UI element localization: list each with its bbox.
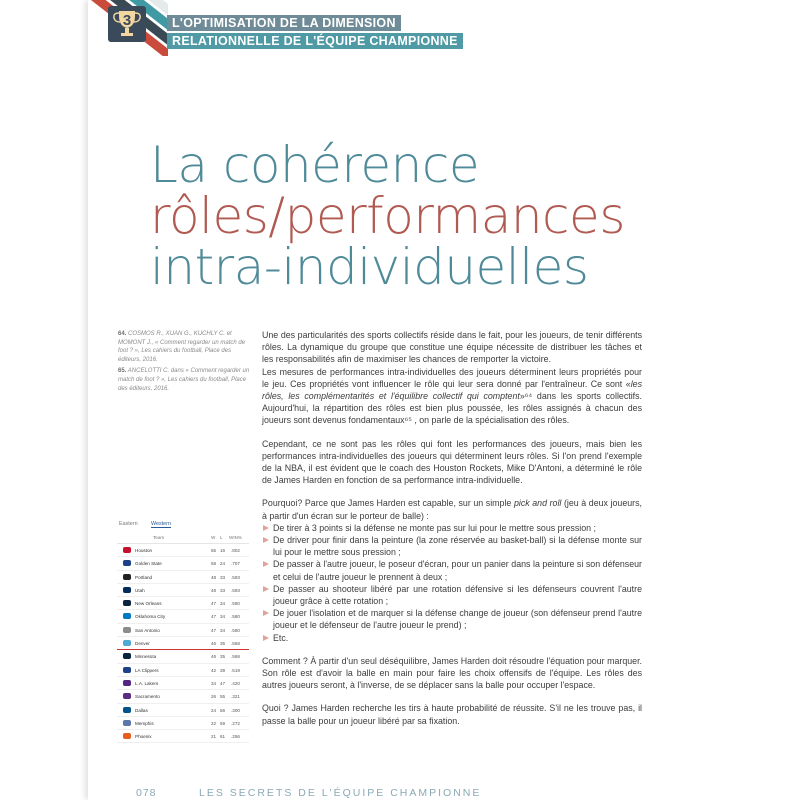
- list-item: De tirer à 3 points si la défense ne monte pas sur lui pour le mettre sous pression ;: [262, 522, 642, 534]
- table-row[interactable]: [117, 677, 249, 690]
- column-header-team: Team: [153, 535, 165, 540]
- win-percentage: .580: [231, 614, 240, 620]
- wins: 47: [211, 614, 217, 620]
- table-row[interactable]: [117, 650, 249, 663]
- losses: 39: [220, 667, 226, 673]
- paragraph: Une des particularités des sports collectifs réside dans le fait, pour les joueurs, de tenir différents rôles. La dynamique du groupe que constitue une équipe nécessite de distribuer les tâches et les responsabilités afin de maximiser les chances de remporter la victoire.: [262, 330, 642, 365]
- win-percentage: .580: [231, 601, 240, 607]
- page-gutter: [0, 0, 88, 800]
- wins: 48: [211, 574, 217, 580]
- footnote-65: [118, 367, 253, 393]
- paragraph: Comment ? À partir d'un seul déséquilibre, James Harden doit résoudre l'équation pour marquer. Son rôle est d'avoir la balle en main pour faire les choix offensifs de l'équipe. Les rôles des autres joueurs seront, à l'inverse, de se déplacer sans la balle pour occuper l'espace.: [262, 655, 642, 691]
- table-row[interactable]: [117, 597, 249, 610]
- paragraph: [262, 497, 642, 521]
- column-header-l: L: [220, 535, 223, 540]
- team-logo-icon: [123, 587, 131, 593]
- table-row[interactable]: [117, 557, 249, 570]
- table-row[interactable]: [117, 730, 249, 743]
- team-logo-icon: [123, 600, 131, 606]
- bullet-list: [262, 522, 642, 644]
- team-logo-icon: [123, 560, 131, 566]
- team-logo-icon: [123, 720, 131, 726]
- text-run: Les mesures de performances intra-individuelles des joueurs déterminent leurs propriétés pour le jeu. Ces propriétés vont influencer le rôle qui leur sera donné par l'entraîneur. Ce sont «: [262, 366, 642, 389]
- team-name: Minnesota: [135, 654, 157, 660]
- wins: 21: [211, 734, 217, 740]
- title-line3: intra-individuelles: [150, 238, 589, 296]
- conference-tabs: [117, 519, 249, 531]
- losses: 24: [220, 561, 226, 567]
- list-item: De driver pour finir dans la peinture (la zone réservée au basket-ball) si la défense monte sur lui pour le mettre sous pression ;: [262, 534, 642, 558]
- title-line1: La cohérence: [150, 136, 480, 194]
- footnote-64: [118, 330, 253, 364]
- team-name: New Orleans: [135, 601, 162, 607]
- win-percentage: .593: [231, 587, 240, 593]
- losses: 16: [220, 548, 226, 553]
- wins: 22: [211, 720, 217, 726]
- losses: 61: [220, 734, 226, 740]
- table-row[interactable]: [117, 610, 249, 623]
- team-name: Utah: [135, 587, 145, 593]
- team-name: Oklahoma City: [135, 614, 166, 620]
- text-run: dans les sports collectifs. Aujourd'hui, la répartition des rôles est bien plus poussée, les rôles assignés à chacun des joueurs sont devenus fondamentaux⁶⁵ , on parle de la spécialisation des rôles.: [262, 391, 643, 426]
- tab-eastern[interactable]: Eastern: [119, 521, 138, 527]
- losses: 59: [220, 720, 226, 726]
- team-name: Houston: [135, 548, 153, 553]
- team-logo-icon: [123, 627, 131, 633]
- win-percentage: .568: [231, 641, 240, 647]
- wins: 47: [211, 627, 217, 633]
- page-number: 078: [136, 787, 157, 799]
- nba-standings-table: [117, 519, 249, 743]
- losses: 55: [220, 694, 226, 700]
- list-item: De jouer l'isolation et de marquer si la défense change de joueur (son défenseur prend l'autre joueur et le défenseur de l'autre joueur le prend) ;: [262, 607, 642, 631]
- body-text: [262, 329, 642, 738]
- team-logo-icon: [123, 640, 131, 646]
- win-percentage: .802: [231, 548, 240, 553]
- chapter-number: 3: [122, 12, 132, 29]
- table-row[interactable]: [117, 544, 249, 557]
- win-percentage: .256: [231, 734, 240, 740]
- team-name: Phoenix: [135, 734, 152, 740]
- footnotes: [118, 330, 253, 396]
- table-row[interactable]: [117, 664, 249, 677]
- table-row[interactable]: [117, 637, 249, 650]
- quote: les rôles, les complémentarités et l'équilibre collectif qui comptent: [262, 378, 642, 402]
- team-name: L.A. Lakers: [135, 680, 159, 686]
- footnote-number: 64.: [118, 331, 127, 337]
- wins: 24: [211, 707, 217, 713]
- losses: 33: [220, 587, 226, 593]
- wins: 26: [211, 694, 217, 700]
- losses: 33: [220, 574, 226, 580]
- team-name: Portland: [135, 574, 153, 580]
- win-percentage: .272: [231, 720, 240, 726]
- team-logo-icon: [123, 693, 131, 699]
- column-header-pct: WIN%: [229, 535, 243, 540]
- losses: 34: [220, 614, 226, 620]
- wins: 47: [211, 601, 217, 607]
- win-percentage: .593: [231, 574, 240, 580]
- text-run: (jeu à deux joueurs, à partir d'un écran sur le porteur de balle) :: [262, 498, 642, 521]
- paragraph: Cependant, ce ne sont pas les rôles qui font les performances des joueurs, mais bien les performances intra-individuelles des joueurs qui déterminent leurs rôles. Si l'on prend l'exemple de la NBA, il est évident que le coach des Houston Rockets, Mike D'Antoni, a déterminé le rôle de James Harden en fonction de sa performance intra-individuelle.: [262, 438, 642, 486]
- team-name: San Antonio: [135, 627, 160, 633]
- title-line2: rôles/performances: [150, 187, 625, 245]
- team-logo-icon: [123, 667, 131, 673]
- table-header: [117, 531, 249, 544]
- emphasis: pick and roll: [513, 498, 562, 509]
- team-logo-icon: [123, 653, 131, 659]
- table-row[interactable]: [117, 584, 249, 597]
- win-percentage: .568: [231, 654, 240, 660]
- losses: 35: [220, 654, 226, 660]
- team-name: Sacramento: [135, 694, 160, 700]
- footnote-text: COSMOS R., XUAN G., KUCHLY C. et MOMONT J., « Comment regarder un match de foot ? », Les cahiers du football, Place des éditeurs, 2016.: [118, 331, 246, 363]
- table-body: [117, 544, 249, 743]
- team-name: Memphis: [135, 720, 154, 726]
- wins: 46: [211, 654, 217, 660]
- team-name: Denver: [135, 641, 150, 647]
- chapter-title-line1: L'OPTIMISATION DE LA DIMENSION: [167, 15, 401, 31]
- footnote-number: 65.: [118, 368, 127, 375]
- team-name: Dallas: [135, 707, 148, 713]
- list-item: De passer au shooteur libéré par une rotation défensive si les défenseurs couvrent l'autre joueur grâce à cette rotation ;: [262, 583, 642, 607]
- wins: 48: [211, 587, 217, 593]
- list-item: De passer à l'autre joueur, le poseur d'écran, pour un panier dans la peinture si son défenseur et celui de l'autre joueur le prennent à deux ;: [262, 558, 642, 582]
- win-percentage: .707: [231, 561, 240, 567]
- team-logo-icon: [123, 547, 131, 553]
- wins: 46: [211, 641, 217, 647]
- losses: 47: [220, 680, 226, 686]
- running-footer-title: LES SECRETS DE L'ÉQUIPE CHAMPIONNE: [199, 787, 482, 799]
- losses: 34: [220, 627, 226, 633]
- wins: 58: [211, 561, 217, 567]
- table-row[interactable]: [117, 571, 249, 584]
- paragraph: Quoi ? James Harden recherche les tirs à haute probabilité de réussite. S'il ne les trouve pas, il passe la balle pour un joueur libéré par sa fixation.: [262, 703, 642, 726]
- team-logo-icon: [123, 613, 131, 619]
- table-row[interactable]: [117, 624, 249, 637]
- wins: 42: [211, 667, 217, 673]
- team-logo-icon: [123, 680, 131, 686]
- table-row[interactable]: [117, 717, 249, 730]
- team-name: LA Clippers: [135, 667, 159, 673]
- paragraph: [262, 366, 642, 427]
- win-percentage: .321: [231, 694, 240, 700]
- team-name: Golden State: [135, 561, 162, 567]
- losses: 56: [220, 707, 226, 713]
- losses: 34: [220, 601, 226, 607]
- team-logo-icon: [123, 733, 131, 739]
- tab-western[interactable]: Western: [151, 521, 171, 527]
- column-header-w: W: [211, 535, 216, 540]
- footnote-ref: »⁶⁴: [519, 391, 533, 402]
- wins: 34: [211, 680, 217, 686]
- footnote-text: ANCELOTTI C. dans « Comment regarder un match de foot ? », Les cahiers du football, Place des éditeurs, 2016.: [118, 368, 250, 392]
- list-item: Etc.: [262, 632, 642, 644]
- table-row[interactable]: [117, 690, 249, 703]
- chapter-badge: [108, 6, 146, 42]
- wins: 65: [211, 548, 217, 553]
- losses: 35: [220, 641, 226, 647]
- team-logo-icon: [123, 707, 131, 713]
- win-percentage: .420: [231, 680, 240, 686]
- team-logo-icon: [123, 574, 131, 580]
- win-percentage: .580: [231, 627, 240, 633]
- section-title: [150, 136, 710, 296]
- win-percentage: .300: [231, 707, 240, 713]
- text-run: Pourquoi? Parce que James Harden est capable, sur un simple: [262, 498, 514, 509]
- table-row[interactable]: [117, 704, 249, 717]
- chapter-title-line2: RELATIONNELLE DE L'ÉQUIPE CHAMPIONNE: [167, 33, 463, 49]
- win-percentage: .519: [231, 667, 240, 673]
